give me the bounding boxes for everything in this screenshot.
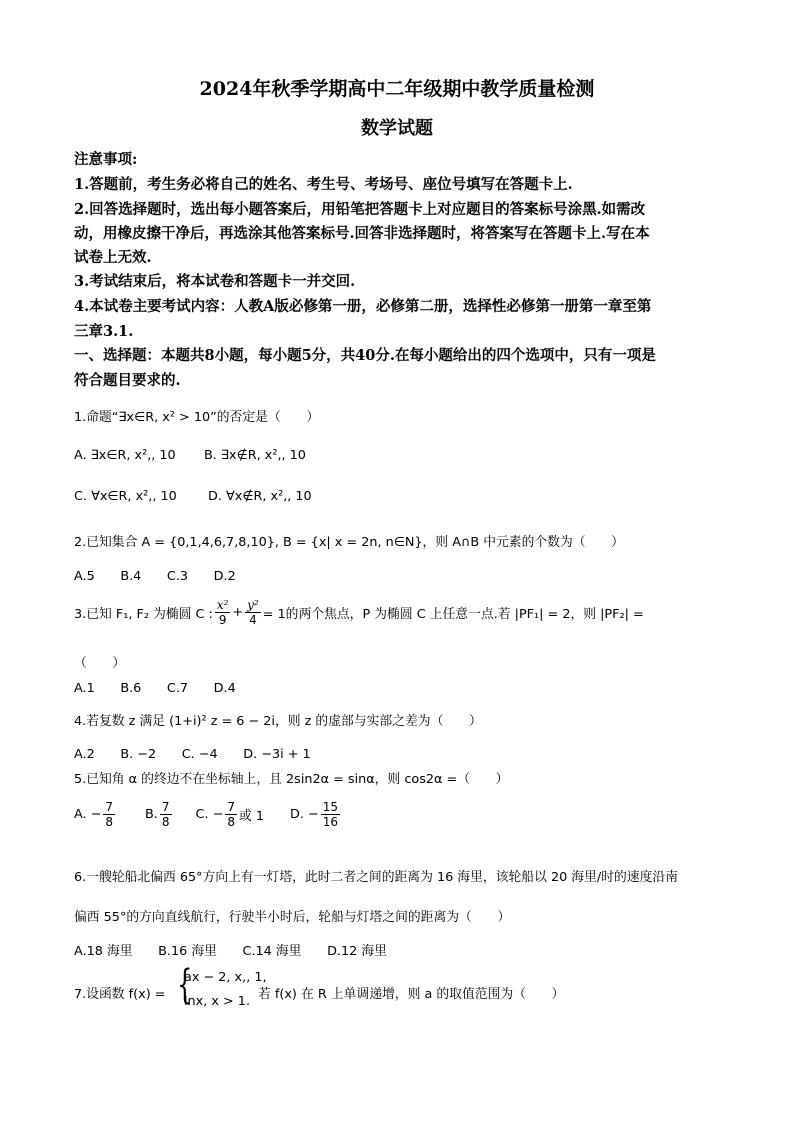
option-d-label: D. −: [289, 807, 319, 822]
question-3-stem-pre: 3.已知 F₁, F₂ 为椭圆 C :: [74, 607, 213, 622]
plus-sign: +: [232, 605, 244, 620]
fraction-denominator: 16: [322, 815, 338, 829]
question-1-option-c: C. ∀x∈R, x²,, 10: [74, 489, 177, 504]
fraction-numerator: y²: [247, 598, 259, 612]
question-7-case-2: lnx, x > 1.: [184, 994, 251, 1009]
notes-line-4b: 三章3.1.: [74, 323, 134, 340]
question-1-stem: 1.命题“∃x∈R, x² > 10”的否定是（ ）: [74, 410, 320, 425]
section-heading-line-2: 符合题目要求的.: [74, 372, 181, 389]
notes-line-1: 1.答题前，考生务必将自己的姓名、考生号、考场号、座位号填写在答题卡上.: [74, 176, 573, 193]
option-c-label: C. −: [195, 807, 224, 822]
fraction-numerator: 7: [227, 800, 235, 814]
notes-line-2c: 试卷上无效.: [74, 249, 152, 266]
option-a-fraction: [103, 800, 115, 829]
section-heading-line-1: 一、选择题：本题共8小题，每小题5分，共40分.在每小题给出的四个选项中，只有一项是: [74, 347, 656, 364]
question-3-stem-post: = 1的两个焦点，P 为椭圆 C 上任意一点.若 |PF₁| = 2，则 |PF₂| =: [262, 607, 644, 622]
fraction-denominator: 8: [105, 815, 114, 829]
question-7-case-1: ax − 2, x,, 1,: [184, 970, 267, 985]
option-c-fraction: [225, 800, 237, 829]
option-b-label: B.: [145, 807, 158, 822]
question-6-line-1: 6.一艘轮船北偏西 65°方向上有一灯塔，此时二者之间的距离为 16 海里，该轮船以 20 海里/时的速度沿南: [74, 870, 678, 885]
question-6-options: A.18 海里 B.16 海里 C.14 海里 D.12 海里: [74, 944, 387, 959]
fraction-denominator: 9: [218, 613, 227, 627]
notes-heading: 注意事项:: [74, 151, 138, 168]
page-subtitle: 数学试题: [361, 118, 433, 139]
question-4-options: A.2 B. −2 C. −4 D. −3i + 1: [74, 747, 311, 762]
option-b-fraction: [160, 800, 172, 829]
fraction-denominator: 4: [249, 613, 257, 627]
question-5-stem: 5.已知角 α 的终边不在坐标轴上，且 2sin2α = sinα，则 cos2α =（ ）: [74, 772, 509, 787]
notes-line-3: 3.考试结束后，将本试卷和答题卡一并交回.: [74, 273, 356, 290]
fraction-numerator: 7: [161, 800, 170, 814]
question-3-fraction-y: [245, 598, 261, 627]
question-6-line-2: 偏西 55°的方向直线航行，行驶半小时后，轮船与灯塔之间的距离为（ ）: [74, 910, 511, 925]
question-1-option-d: D. ∀x∉R, x²,, 10: [208, 489, 312, 504]
piecewise-brace: {: [177, 962, 193, 1008]
question-7-stem-pre: 7.设函数 f(x) =: [74, 987, 166, 1002]
fraction-numerator: x²: [216, 598, 229, 612]
question-1-option-b: B. ∃x∉R, x²,, 10: [204, 448, 306, 463]
fraction-numerator: 7: [105, 800, 114, 814]
question-3-options: A.1 B.6 C.7 D.4: [74, 681, 236, 696]
question-3-answer-paren: （ ）: [74, 656, 126, 671]
option-c-tail: 或 1: [238, 809, 264, 824]
notes-line-4a: 4.本试卷主要考试内容：人教A版必修第一册，必修第二册，选择性必修第一册第一章至第: [74, 298, 652, 315]
page-title: 2024年秋季学期高中二年级期中教学质量检测: [199, 78, 595, 100]
question-1-option-a: A. ∃x∈R, x²,, 10: [74, 448, 176, 463]
fraction-numerator: 15: [322, 800, 338, 814]
option-a-label: A. −: [74, 807, 102, 822]
option-d-fraction: [321, 800, 340, 829]
question-3-fraction-x: [215, 598, 231, 627]
question-7-stem-post: 若 f(x) 在 R 上单调递增，则 a 的取值范围为（ ）: [258, 987, 565, 1002]
question-2-stem: 2.已知集合 A = {0,1,4,6,7,8,10}, B = {x| x = 2n, n∈N}，则 A∩B 中元素的个数为（ ）: [74, 535, 624, 550]
fraction-denominator: 8: [227, 815, 235, 829]
question-4-stem: 4.若复数 z 满足 (1+i)² z = 6 − 2i，则 z 的虚部与实部之差为（ ）: [74, 714, 482, 729]
question-3-stem: [74, 598, 644, 627]
question-5-options: [74, 800, 342, 829]
fraction-denominator: 8: [161, 815, 170, 829]
question-2-options: A.5 B.4 C.3 D.2: [74, 569, 236, 584]
notes-line-2b: 动，用橡皮擦干净后，再选涂其他答案标号.回答非选择题时，将答案写在答题卡上.写在本: [74, 225, 650, 242]
notes-line-2a: 2.回答选择题时，选出每小题答案后，用铅笔把答题卡上对应题目的答案标号涂黑.如需改: [74, 201, 646, 218]
